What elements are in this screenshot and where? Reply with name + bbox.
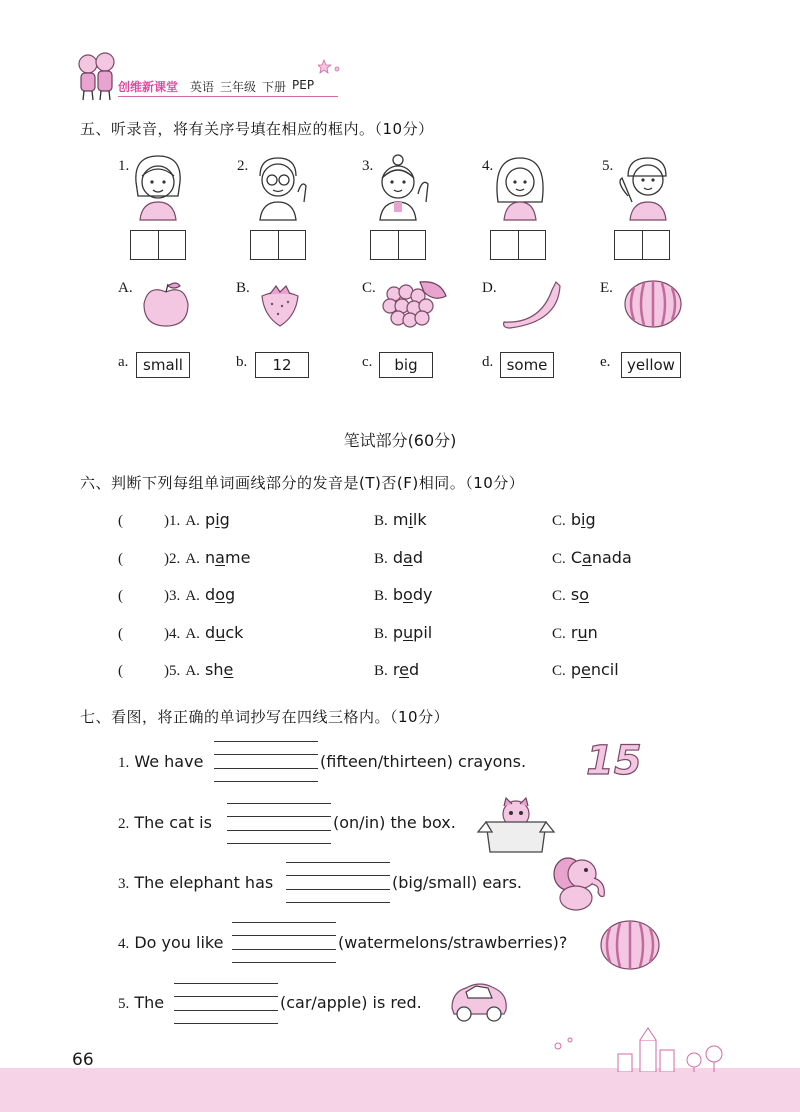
answer-paren[interactable]: ( <box>118 551 123 567</box>
underlined-letters: e <box>223 660 234 679</box>
number-15-picture: 15 <box>586 738 642 784</box>
four-line-grid-1[interactable] <box>214 741 318 781</box>
option-label: C. <box>552 663 566 679</box>
word-box-c: big <box>379 352 433 378</box>
option-label: A. <box>185 588 200 604</box>
option-a-row-4 <box>164 623 243 643</box>
header-mascots-logo <box>74 48 120 102</box>
q7-number-4: 4. <box>118 936 130 952</box>
word-part: b <box>570 510 582 529</box>
q7-item-3 <box>118 873 273 893</box>
word-part: r <box>392 660 400 679</box>
q7-number-3: 3. <box>118 876 130 892</box>
q7-before-5: The <box>134 993 165 1012</box>
word-part: m <box>392 510 409 529</box>
q7-before-4: Do you like <box>134 933 224 952</box>
word-label-b: b. <box>236 354 248 370</box>
word-part: g <box>224 585 236 604</box>
car-icon <box>446 976 512 1026</box>
four-line-grid-2[interactable] <box>227 803 331 843</box>
section7-title: 七、看图，将正确的单词抄写在四线三格内。（10分） <box>80 708 450 726</box>
q7-number-1: 1. <box>118 755 130 771</box>
option-c-row-3 <box>552 585 589 605</box>
option-a-row-2 <box>164 548 250 568</box>
q7-after-3: (big/small) ears. <box>392 873 522 892</box>
option-label: A. <box>185 663 200 679</box>
word-part: ncil <box>590 660 619 679</box>
word-part: nada <box>591 548 632 567</box>
answer-blank-1[interactable] <box>118 510 123 530</box>
girl-long-hair-portrait-4 <box>490 152 550 222</box>
q7-number-2: 2. <box>118 816 130 832</box>
option-label: C. <box>552 513 566 529</box>
word-part: d <box>392 548 404 567</box>
word-part: g <box>219 510 230 529</box>
girl-portrait-1 <box>128 152 188 222</box>
word-label-a: a. <box>118 354 129 370</box>
option-label: C. <box>552 626 566 642</box>
underlined-letters: a <box>403 548 413 567</box>
word-part: r <box>570 623 578 642</box>
q7-item-5 <box>118 993 164 1013</box>
option-b-row-5 <box>374 660 419 680</box>
word-part: ck <box>225 623 244 642</box>
answer-box-3[interactable] <box>370 230 426 260</box>
option-label: B. <box>374 663 388 679</box>
section5-title: 五、听录音，将有关序号填在相应的框内。（10分） <box>80 120 434 138</box>
word-label-e: e. <box>600 354 611 370</box>
word-part: p <box>570 660 582 679</box>
row-number: )3. <box>164 588 181 604</box>
option-c-row-2 <box>552 548 632 568</box>
row-number: )2. <box>164 551 181 567</box>
girl-waving-portrait-3 <box>370 152 434 222</box>
q7-item-4 <box>118 933 223 953</box>
q7-before-3: The elephant has <box>134 873 274 892</box>
word-box-b: 12 <box>255 352 309 378</box>
option-a-row-5 <box>164 660 233 680</box>
answer-blank-4[interactable] <box>118 623 123 643</box>
underlined-letters: i <box>215 510 220 529</box>
cat-in-box-icon <box>476 796 556 856</box>
four-line-grid-4[interactable] <box>232 922 336 962</box>
option-b-row-4 <box>374 623 432 643</box>
word-box-e: yellow <box>621 352 681 378</box>
answer-box-2[interactable] <box>250 230 306 260</box>
section6-title: 六、判断下列每组单词画线部分的发音是(T)否(F)相同。（10分） <box>80 474 525 492</box>
q7-after-4: (watermelons/strawberries)? <box>338 933 568 952</box>
apple-icon <box>138 280 194 330</box>
option-label: B. <box>374 513 388 529</box>
word-part: p <box>392 623 404 642</box>
answer-blank-5[interactable] <box>118 660 123 680</box>
header-brand: 创维新课堂 <box>118 80 179 94</box>
underlined-letters: u <box>577 623 588 642</box>
header-rule <box>118 96 338 97</box>
option-a-row-3 <box>164 585 235 605</box>
page-number: 66 <box>72 1050 94 1070</box>
word-box-d: some <box>500 352 554 378</box>
word-part: d <box>408 660 420 679</box>
word-part: p <box>205 510 216 529</box>
q7-after-2: (on/in) the box. <box>333 813 456 832</box>
grapes-icon <box>380 278 450 332</box>
underlined-letters: i <box>581 510 586 529</box>
word-part: b <box>392 585 404 604</box>
person-number-5: 5. <box>602 158 614 174</box>
boy-with-glasses-portrait-2 <box>248 152 312 222</box>
footer-band <box>0 1068 800 1112</box>
word-part: d <box>205 585 216 604</box>
word-part: C <box>570 548 583 567</box>
word-label-d: d. <box>482 354 494 370</box>
header-subject: 英语 <box>190 80 215 94</box>
answer-paren[interactable]: ( <box>118 663 123 679</box>
person-number-3: 3. <box>362 158 374 174</box>
header-grade: 三年级 <box>220 80 257 94</box>
answer-paren[interactable]: ( <box>118 588 123 604</box>
option-label: B. <box>374 588 388 604</box>
option-label: C. <box>552 551 566 567</box>
word-box-a: small <box>136 352 190 378</box>
q7-before-1: We have <box>134 752 204 771</box>
answer-box-5[interactable] <box>614 230 670 260</box>
word-part: lk <box>412 510 427 529</box>
underlined-letters: e <box>399 660 409 679</box>
header-star-icon <box>318 58 342 76</box>
option-label: A. <box>185 513 200 529</box>
underlined-letters: a <box>582 548 592 567</box>
strawberry-icon <box>256 282 304 328</box>
q7-after-1: (fifteen/thirteen) crayons. <box>320 752 527 771</box>
answer-box-1[interactable] <box>130 230 186 260</box>
word-part: g <box>585 510 596 529</box>
word-part: d <box>412 548 423 567</box>
four-line-grid-5[interactable] <box>174 983 278 1023</box>
option-label: A. <box>185 551 200 567</box>
option-a-row-1 <box>164 510 230 530</box>
header-volume: 下册 <box>262 80 287 94</box>
fruit-label-c: C. <box>362 280 376 296</box>
word-label-c: c. <box>362 354 373 370</box>
answer-paren[interactable]: ( <box>118 626 123 642</box>
underlined-letters: u <box>403 623 414 642</box>
option-c-row-1 <box>552 510 596 530</box>
fruit-label-e: E. <box>600 280 613 296</box>
answer-blank-3[interactable] <box>118 585 123 605</box>
person-number-2: 2. <box>237 158 249 174</box>
row-number: )4. <box>164 626 181 642</box>
underlined-letters: o <box>403 585 413 604</box>
option-label: B. <box>374 551 388 567</box>
written-part-title: 笔试部分(60分) <box>343 431 457 450</box>
option-b-row-3 <box>374 585 432 605</box>
word-part: d <box>205 623 216 642</box>
word-part: dy <box>412 585 433 604</box>
four-line-grid-3[interactable] <box>286 862 390 902</box>
fruit-label-d: D. <box>482 280 497 296</box>
word-part: n <box>205 548 216 567</box>
underlined-letters: e <box>581 660 591 679</box>
boy-waving-portrait-5 <box>610 152 674 222</box>
option-label: B. <box>374 626 388 642</box>
option-b-row-2 <box>374 548 423 568</box>
underlined-letters: o <box>579 585 589 604</box>
answer-blank-2[interactable] <box>118 548 123 568</box>
word-part: sh <box>205 660 224 679</box>
answer-paren[interactable]: ( <box>118 513 123 529</box>
q7-item-2 <box>118 813 212 833</box>
watermelon-picture-icon <box>598 918 662 972</box>
underlined-letters: u <box>215 623 226 642</box>
option-label: A. <box>185 626 200 642</box>
q7-number-5: 5. <box>118 996 130 1012</box>
watermelon-icon <box>622 278 684 330</box>
underlined-letters: o <box>215 585 225 604</box>
option-c-row-4 <box>552 623 598 643</box>
underlined-letters: i <box>408 510 413 529</box>
elephant-icon <box>550 852 610 916</box>
word-part: n <box>587 623 598 642</box>
row-number: )5. <box>164 663 181 679</box>
answer-box-4[interactable] <box>490 230 546 260</box>
banana-icon <box>500 278 564 332</box>
word-part: pil <box>413 623 433 642</box>
underlined-letters: a <box>215 548 225 567</box>
q7-before-2: The cat is <box>134 813 212 832</box>
fruit-label-a: A. <box>118 280 133 296</box>
person-number-1: 1. <box>118 158 130 174</box>
q7-after-5: (car/apple) is red. <box>280 993 422 1012</box>
q7-item-1 <box>118 752 203 772</box>
person-number-4: 4. <box>482 158 494 174</box>
word-part: s <box>570 585 580 604</box>
word-part: me <box>224 548 251 567</box>
row-number: )1. <box>164 513 181 529</box>
header-edition: PEP <box>292 78 315 92</box>
footer-castle-decoration <box>548 1026 728 1072</box>
option-label: C. <box>552 588 566 604</box>
fruit-label-b: B. <box>236 280 250 296</box>
option-c-row-5 <box>552 660 619 680</box>
option-b-row-1 <box>374 510 427 530</box>
